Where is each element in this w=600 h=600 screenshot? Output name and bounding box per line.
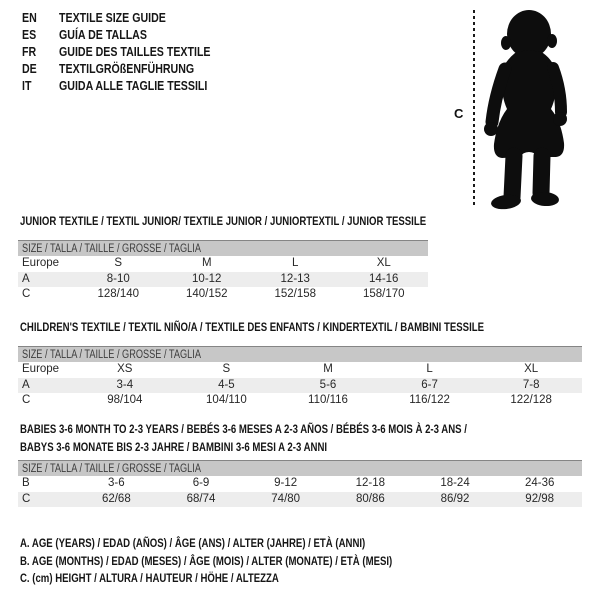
table-cell: 9-12 xyxy=(274,477,298,489)
row-label: B xyxy=(22,477,30,489)
table-cell: 14-16 xyxy=(369,272,399,285)
table-cell: 10-12 xyxy=(192,272,222,285)
size-table-header-bar: SIZE / TALLA / TAILLE / GRÖSSE / TAGLIA xyxy=(18,460,582,476)
table-cell: 8-10 xyxy=(106,272,130,285)
table-cell: 7-8 xyxy=(522,378,540,391)
table-row-age-years xyxy=(18,272,428,288)
toddler-silhouette-icon xyxy=(480,6,577,212)
table-cell: XL xyxy=(376,257,391,269)
lang-code: DE xyxy=(22,61,37,76)
lang-code: FR xyxy=(22,44,37,59)
table-cell: 6-9 xyxy=(192,477,210,489)
section-heading-babies: BABIES 3-6 MONTH TO 2-3 YEARS / BEBÉS 3-6 MESES A 2-3 AÑOS / BÉBÉS 3-6 MOIS À 2-3 ANS / BABYS 3-6 MONATE BIS 2-3 JAHRE / BAMBINI 3-6 MESI A 2-3 ANNI xyxy=(20,422,467,454)
table-cell: 110/116 xyxy=(308,394,348,406)
size-figure xyxy=(452,4,578,212)
size-table-children xyxy=(18,346,582,409)
table-cell: 12-18 xyxy=(355,477,386,489)
table-cell: S xyxy=(222,363,231,375)
lang-row-de xyxy=(22,60,237,77)
legend-line-c: C. (cm) HEIGHT / ALTURA / HAUTEUR / HÖHE / ALTEZZA xyxy=(20,571,279,585)
section-heading-children: CHILDREN'S TEXTILE / TEXTIL NIÑO/A / TEXTILE DES ENFANTS / KINDERTEXTIL / BAMBINI TESSILE xyxy=(20,320,485,334)
table-cell: 4-5 xyxy=(218,378,235,391)
table-cell: L xyxy=(426,363,433,375)
lang-code: ES xyxy=(22,27,37,42)
table-cell: 116/122 xyxy=(409,394,450,406)
lang-row-es xyxy=(22,26,237,43)
table-row-age-years xyxy=(18,378,582,394)
lang-code: IT xyxy=(22,78,32,93)
lang-label: TEXTILGRÖßENFÜHRUNG xyxy=(59,61,195,76)
table-cell: XL xyxy=(524,363,539,375)
table-row-europe xyxy=(18,362,582,378)
table-cell: 3-4 xyxy=(116,378,134,391)
table-row-age-months xyxy=(18,476,582,492)
lang-label: GUIDE DES TAILLES TEXTILE xyxy=(59,44,211,59)
table-cell: 74/80 xyxy=(271,492,301,505)
table-cell: 92/98 xyxy=(525,492,555,505)
lang-row-it xyxy=(22,77,237,94)
table-cell: 3-6 xyxy=(108,477,125,489)
height-measure-dashed-line xyxy=(473,10,475,207)
table-cell: 6-7 xyxy=(421,378,438,391)
table-row-europe xyxy=(18,256,428,272)
table-cell: 128/140 xyxy=(97,288,140,300)
table-cell: L xyxy=(292,257,299,269)
measurement-legend xyxy=(20,535,485,588)
table-cell: 98/104 xyxy=(107,394,143,406)
lang-label: GUIDA ALLE TAGLIE TESSILI xyxy=(59,78,208,93)
table-cell: S xyxy=(114,257,123,269)
table-cell: M xyxy=(201,257,212,269)
row-label: C xyxy=(22,288,31,300)
section-heading-junior: JUNIOR TEXTILE / TEXTIL JUNIOR/ TEXTILE JUNIOR / JUNIORTEXTIL / JUNIOR TESSILE xyxy=(20,214,427,228)
table-row-height xyxy=(18,393,582,409)
table-cell: 62/68 xyxy=(101,492,131,505)
size-table-babies xyxy=(18,460,582,507)
table-cell: 140/152 xyxy=(185,288,228,300)
table-cell: 68/74 xyxy=(186,492,216,505)
row-label: Europe xyxy=(22,257,60,269)
table-cell: 86/92 xyxy=(440,492,470,505)
height-measure-label: C xyxy=(454,106,464,121)
lang-row-en xyxy=(22,9,237,26)
lang-label: TEXTILE SIZE GUIDE xyxy=(59,10,166,25)
lang-row-fr xyxy=(22,43,237,60)
row-label: A xyxy=(22,378,30,391)
table-cell: 152/158 xyxy=(274,288,317,300)
table-cell: 104/110 xyxy=(206,394,247,406)
table-cell: M xyxy=(323,363,333,375)
row-label: A xyxy=(22,272,30,285)
table-row-height xyxy=(18,492,582,508)
legend-line-b: B. AGE (MONTHS) / EDAD (MESES) / ÂGE (MOIS) / ALTER (MONATE) / ETÀ (MESI) xyxy=(20,553,393,568)
row-label: Europe xyxy=(22,363,60,375)
table-cell: XS xyxy=(117,363,133,375)
size-table-junior xyxy=(18,240,428,303)
table-row-height xyxy=(18,287,428,303)
table-cell: 24-36 xyxy=(524,477,555,489)
size-table-header-bar: SIZE / TALLA / TAILLE / GRÖSSE / TAGLIA xyxy=(18,240,428,256)
table-cell: 122/128 xyxy=(510,394,552,406)
legend-line-a: A. AGE (YEARS) / EDAD (AÑOS) / ÂGE (ANS) / ALTER (JAHRE) / ETÀ (ANNI) xyxy=(20,536,366,550)
table-cell: 158/170 xyxy=(362,288,405,300)
table-cell: 5-6 xyxy=(319,378,337,391)
lang-label: GUÍA DE TALLAS xyxy=(59,27,147,42)
table-cell: 18-24 xyxy=(440,477,470,489)
lang-code: EN xyxy=(22,10,37,25)
size-table-header-bar: SIZE / TALLA / TAILLE / GRÖSSE / TAGLIA xyxy=(18,346,582,362)
table-cell: 80/86 xyxy=(355,492,385,505)
language-title-block xyxy=(22,9,237,94)
table-cell: 12-13 xyxy=(280,272,310,285)
row-label: C xyxy=(22,492,31,505)
row-label: C xyxy=(22,394,31,406)
